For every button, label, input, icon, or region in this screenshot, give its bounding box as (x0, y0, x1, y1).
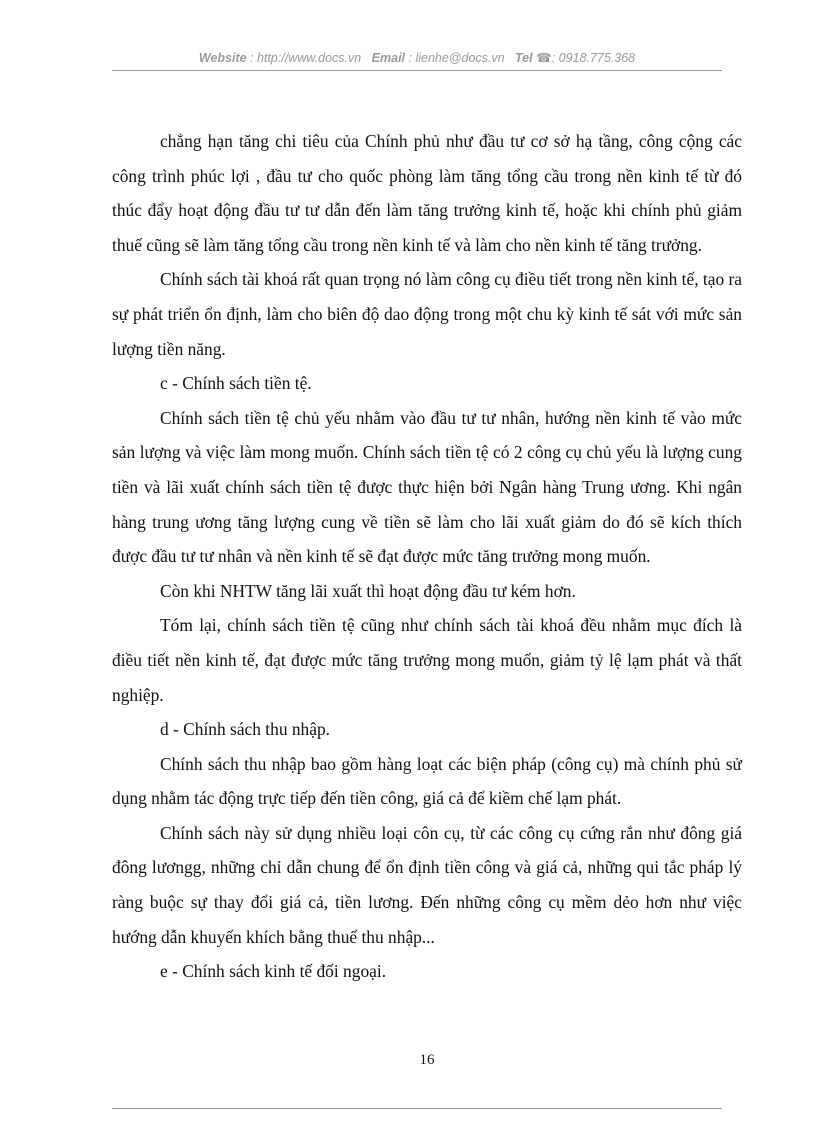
paragraph: Chính sách thu nhập bao gồm hàng loạt các biện pháp (công cụ) mà chính phủ sử dụng nhằm tác động trực tiếp đến tiền công, giá cả để kiềm chế lạm phát. (112, 753, 742, 809)
paragraph: Chính sách tiền tệ chủ yếu nhằm vào đầu tư tư nhân, hướng nền kinh tế vào mức sản lượng và việc làm mong muốn. Chính sách tiền tệ có 2 công cụ chủ yếu là lượng cung tiền và lãi xuất chính sách tiền tệ được thực hiện bởi Ngân hàng Trung ương. Khi ngân hàng trung ương tăng lượng cung về tiền sẽ làm cho lãi xuất giảm do đó sẽ kích thích được đầu tư tư nhân và nền kinh tế sẽ đạt được mức tăng trưởng mong muốn. (112, 407, 742, 567)
page-number: 16 (419, 1052, 435, 1068)
phone-icon: ☎ (536, 51, 552, 65)
paragraph: Còn khi NHTW tăng lãi xuất thì hoạt động đầu tư kém hơn. (160, 580, 576, 601)
paragraph: Chính sách này sử dụng nhiều loại côn cụ, từ các công cụ cứng rắn như đông giá đông lươngg, những chỉ dẫn chung để ổn định tiền công và giá cả, những qui tắc pháp lý ràng buộc sự thay đổi giá cả, tiền lương. Đến những công cụ mềm dẻo hơn như việc hướng dẫn khuyến khích bằng thuế thu nhập... (112, 822, 742, 947)
tel-value: : 0918.775.368 (551, 51, 636, 65)
section-heading: c - Chính sách tiền tệ. (160, 373, 312, 394)
section-heading: e - Chính sách kinh tế đối ngoại. (160, 961, 387, 982)
email-value: : lienhe@docs.vn (408, 51, 505, 65)
footer-divider (112, 1108, 722, 1109)
website-value: : http://www.docs.vn (250, 51, 362, 65)
tel-label: Tel (515, 51, 533, 65)
website-label: Website (198, 51, 247, 65)
email-label: Email (371, 51, 406, 65)
page-header (112, 50, 722, 65)
section-heading: d - Chính sách thu nhập. (160, 719, 331, 740)
paragraph: Tóm lại, chính sách tiền tệ cũng như chính sách tài khoá đều nhằm mục đích là điều tiết nền kinh tế, đạt được mức tăng trưởng mong muốn, giảm tỷ lệ lạm phát và thất nghiệp. (112, 615, 742, 705)
paragraph: chẳng hạn tăng chi tiêu của Chính phủ như đầu tư cơ sở hạ tầng, công cộng các công trình phúc lợi , đầu tư cho quốc phòng làm tăng tổng cầu trong nền kinh tế từ đó thúc đẩy hoạt động đầu tư tư dẫn đến làm tăng trưởng kinh tế, hoặc khi chính phủ giảm thuế cũng sẽ làm tăng tổng cầu trong nền kinh tế và làm cho nền kinh tế tăng trưởng. (112, 131, 742, 255)
header-divider (112, 70, 722, 71)
document-body (112, 124, 742, 989)
paragraph: Chính sách tài khoá rất quan trọng nó làm công cụ điều tiết trong nền kinh tế, tạo ra sự phát triển ổn định, làm cho biên độ dao động trong một chu kỳ kinh tế sát với mức sản lượng tiền năng. (112, 269, 742, 359)
